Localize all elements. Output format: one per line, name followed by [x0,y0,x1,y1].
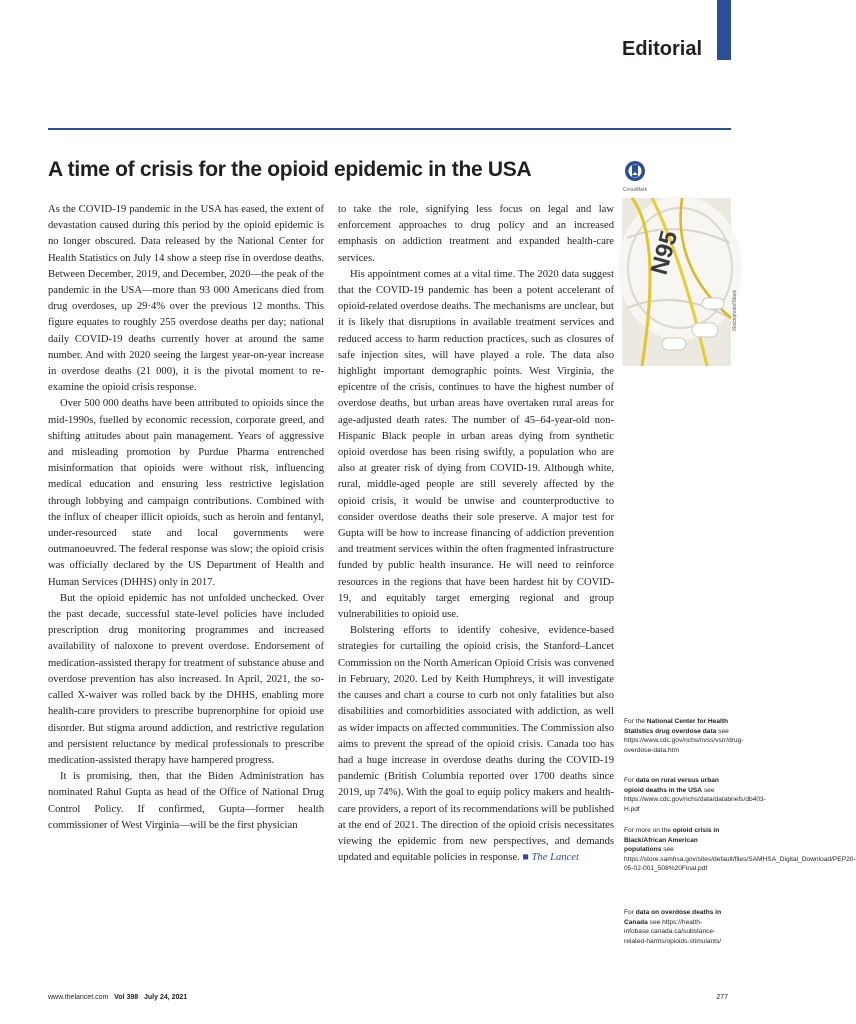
n95-label: N95 [645,228,684,278]
sidebar-link[interactable]: see https://health-infobase.canada.ca/substance-related-harms/opioids-stimulants/ [624,918,722,945]
section-label: Editorial [621,38,702,60]
crossmark-icon [624,160,646,182]
paragraph: Over 500 000 deaths have been attributed to opioids since the mid-1990s, fuelled by economic recession, corporate greed, and shifting attitudes about pain management. Years of aggressive and misleading promotion by Purdue Pharma entrenched misinformation that opioids were without risk, influencing medical education and ensuring less restrictive legislation through lobbying and campaign contributions. Combined with the influx of cheaper illicit opioids, such as heroin and fentanyl, under-resourced state and local governments were outmanoeuvred. The federal response was slow; the opioid crisis was officially declared by the US Department of Health and Human Services (DHHS) only in 2017. [48,398,324,588]
page-number: 277 [716,994,728,1001]
paragraph: to take the role, signifying less focus on legal and law enforcement approaches to drug policy and an increased emphasis on addiction treatment and expanded health-care services. [338,204,614,264]
sidebar-note [624,776,766,814]
n95-mask-figure [622,198,731,366]
sidebar-prefix: For more on the [624,827,673,834]
paragraph-text: Bolstering efforts to identify cohesive, evidence-based strategies for curtailing the opioid crisis, the Stanford–Lancet Commission on the North American Opioid Crisis was convened in February, 2020. Led by Keith Humphreys, it will investigate the causes and chart a course to curb not only fatalities but also disabilities and comorbidities associated with addiction, as well as wider impacts on affected communities. The Commission also aims to prevent the spread of the opioid crisis. Canada too has had a huge increase in overdose deaths during the COVID-19 pandemic (British Columbia reported over 1700 deaths since 2019, up 74%). With the goal to equip policy makers and health-care providers, a report of its recommendations will be published at the end of 2021. The direction of the opioid crisis necessitates viewing the epidemic from new perspectives, and demands updated and equitable policies in response. [338,625,614,864]
signoff-square: ■ [522,852,529,864]
sidebar-prefix: For the [624,718,647,725]
sidebar-note [624,717,744,755]
article-title: A time of crisis for the opioid epidemic in the USA [48,158,532,181]
sidebar-link[interactable]: see https://www.cdc.gov/nchs/nvss/vsrr/drug-overdose-data.htm [624,727,744,754]
section-color-bar [717,0,731,60]
body-column-1 [48,202,324,834]
crossmark-label: CrossMark [622,187,648,193]
footer-volume: Vol 398 [114,994,139,1001]
sidebar-note [624,908,734,946]
n95-mask-illustration [622,198,731,366]
footer-date: July 24, 2021 [144,994,188,1001]
sidebar-prefix: For [624,909,636,916]
paragraph: But the opioid epidemic has not unfolded unchecked. Over the past decade, successful state-level policies have included prescription drug monitoring programmes and increased availability of naloxone to prevent overdose. Endorsement of medication-assisted therapy for treatment of substance abuse and overdose prevention has also increased. In April, 2021, the so-called X-waiver was rolled back by the DHHS, enabling more health-care providers to prescribe buprenorphine for opioid use disorder. But stigma around addiction, and restrictive regulation and persistent reluctance by medical professionals to prescribe medication-assisted therapy have hampered progress. [48,592,324,766]
footer-site[interactable]: www.thelancet.com [48,994,109,1001]
paragraph: As the COVID-19 pandemic in the USA has eased, the extent of devastation caused during this period by the opioid epidemic is no longer obscured. Data released by the National Center for Health Statistics on July 14 show a steep rise in overdose deaths. Between December, 2019, and December, 2020—the peak of the pandemic in the USA—more than 93 000 Americans died from drug overdoses, up 29·4% over the previous 12 months. This figure equates to roughly 255 overdose deaths per day; national daily COVID-19 deaths currently hover at around the same number. And with 2020 seeing the largest year-on-year increase in overdose deaths (21 000), it is the pivotal moment to re-examine the opioid crisis response. [48,204,324,394]
paragraph: His appointment comes at a vital time. The 2020 data suggest that the COVID-19 pandemic has been a potent accelerant of opioid-related overdose deaths. The mechanisms are unclear, but it is likely that disruptions in available treatment services and reduced access to harm reduction practices, such as closures of safe injection sites, will have played a role. The data also highlight important demographic points. West Virginia, the epicentre of the crisis, continues to have the highest number of overdose deaths, but urban areas have overtaken rural areas for age-adjusted death rates. The number of 45–64-year-old non-Hispanic Black people in urban areas dying from synthetic opioid overdose has been rising swiftly, a population who are also at greater risk of dying from COVID-19. Although white, rural, middle-aged people are still severely affected by the opioid crisis, it would be unwise and counterproductive to consider overdose deaths their sole preserve. A major test for Gupta will be how to increase financing of addiction prevention and treatment services within the often fragmented infrastructure funded by public health insurance. He will need to reinforce resources in the regions that have been hardest hit by COVID-19, and equitably target emerging regional and group vulnerabilities to opioid use. [338,268,614,621]
crossmark-badge[interactable] [622,160,648,193]
paragraph: It is promising, then, that the Biden Administration has nominated Rahul Gupta as head of the Office of National Drug Control Policy. If confirmed, Gupta—former health commissioner of West Virginia—will be the first physician [48,771,324,831]
sidebar-bold: opioid crisis in Black/African American populations [624,827,720,854]
header-rule [48,128,731,130]
signoff: The Lancet [531,852,579,864]
photo-credit: iStockphoto/iStock [732,290,738,332]
sidebar-bold: data on rural versus urban opioid deaths in the USA [624,777,719,794]
paragraph [338,623,614,866]
sidebar-note [624,826,856,874]
sidebar-bold: data on overdose deaths in Canada [624,909,722,926]
sidebar-prefix: For [624,777,636,784]
sidebar-bold: National Center for Health Statistics drug overdose data [624,718,729,735]
footer-citation [48,994,187,1001]
sidebar-link[interactable]: see https://www.cdc.gov/nchs/data/databriefs/db403-H.pdf [624,786,766,813]
body-column-2 [338,202,614,866]
sidebar-link[interactable]: see https://store.samhsa.gov/sites/default/files/SAMHSA_Digital_Download/PEP20-05-02-001_508%20Final.pdf [624,846,856,873]
